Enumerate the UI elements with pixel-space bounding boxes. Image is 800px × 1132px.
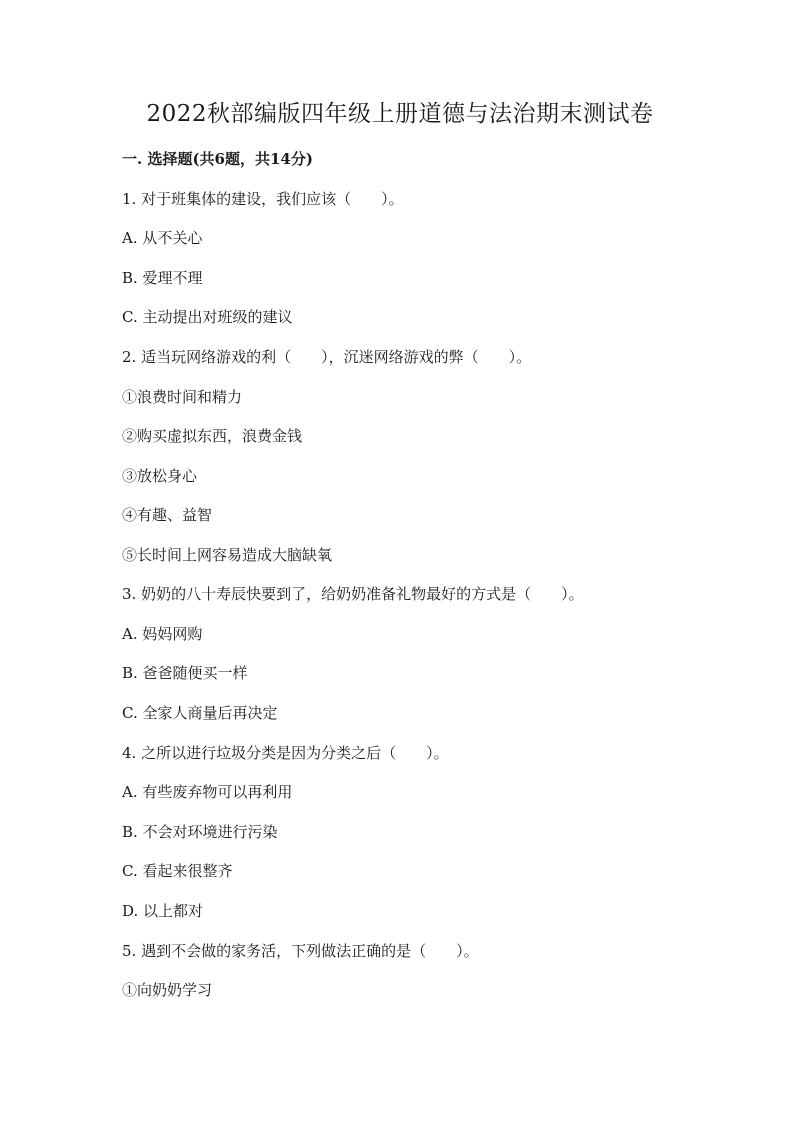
question-2-item-2: ②购买虚拟东西，浪费金钱 (122, 427, 303, 445)
question-3: 3. 奶奶的八十寿辰快要到了，给奶奶准备礼物最好的方式是（ ）。 (122, 585, 584, 603)
question-3-option-c: C. 全家人商量后再决定 (122, 704, 278, 722)
section-heading: 一. 选择题(共6题，共14分) (122, 150, 313, 168)
question-4-option-d: D. 以上都对 (122, 902, 204, 920)
question-5: 5. 遇到不会做的家务活，下列做法正确的是（ ）。 (122, 942, 479, 960)
question-2: 2. 适当玩网络游戏的利（ ），沉迷网络游戏的弊（ ）。 (122, 348, 532, 366)
question-4: 4. 之所以进行垃圾分类是因为分类之后（ ）。 (122, 744, 449, 762)
question-3-option-a: A. 妈妈网购 (122, 625, 203, 643)
question-1-option-c: C. 主动提出对班级的建议 (122, 308, 293, 326)
question-1-option-b: B. 爱理不理 (122, 269, 203, 287)
question-4-option-a: A. 有些废弃物可以再利用 (122, 783, 293, 801)
question-5-item-1: ①向奶奶学习 (122, 981, 213, 999)
question-4-option-b: B. 不会对环境进行污染 (122, 823, 278, 841)
question-2-item-5: ⑤长时间上网容易造成大脑缺氧 (122, 546, 333, 564)
question-2-item-1: ①浪费时间和精力 (122, 388, 243, 406)
question-1-option-a: A. 从不关心 (122, 229, 203, 247)
question-4-option-c: C. 看起来很整齐 (122, 862, 233, 880)
question-2-item-3: ③放松身心 (122, 467, 198, 485)
page-title: 2022秋部编版四年级上册道德与法治期末测试卷 (146, 101, 654, 127)
question-1: 1. 对于班集体的建设，我们应该（ ）。 (122, 190, 404, 208)
question-2-item-4: ④有趣、益智 (122, 506, 213, 524)
question-3-option-b: B. 爸爸随便买一样 (122, 664, 248, 682)
